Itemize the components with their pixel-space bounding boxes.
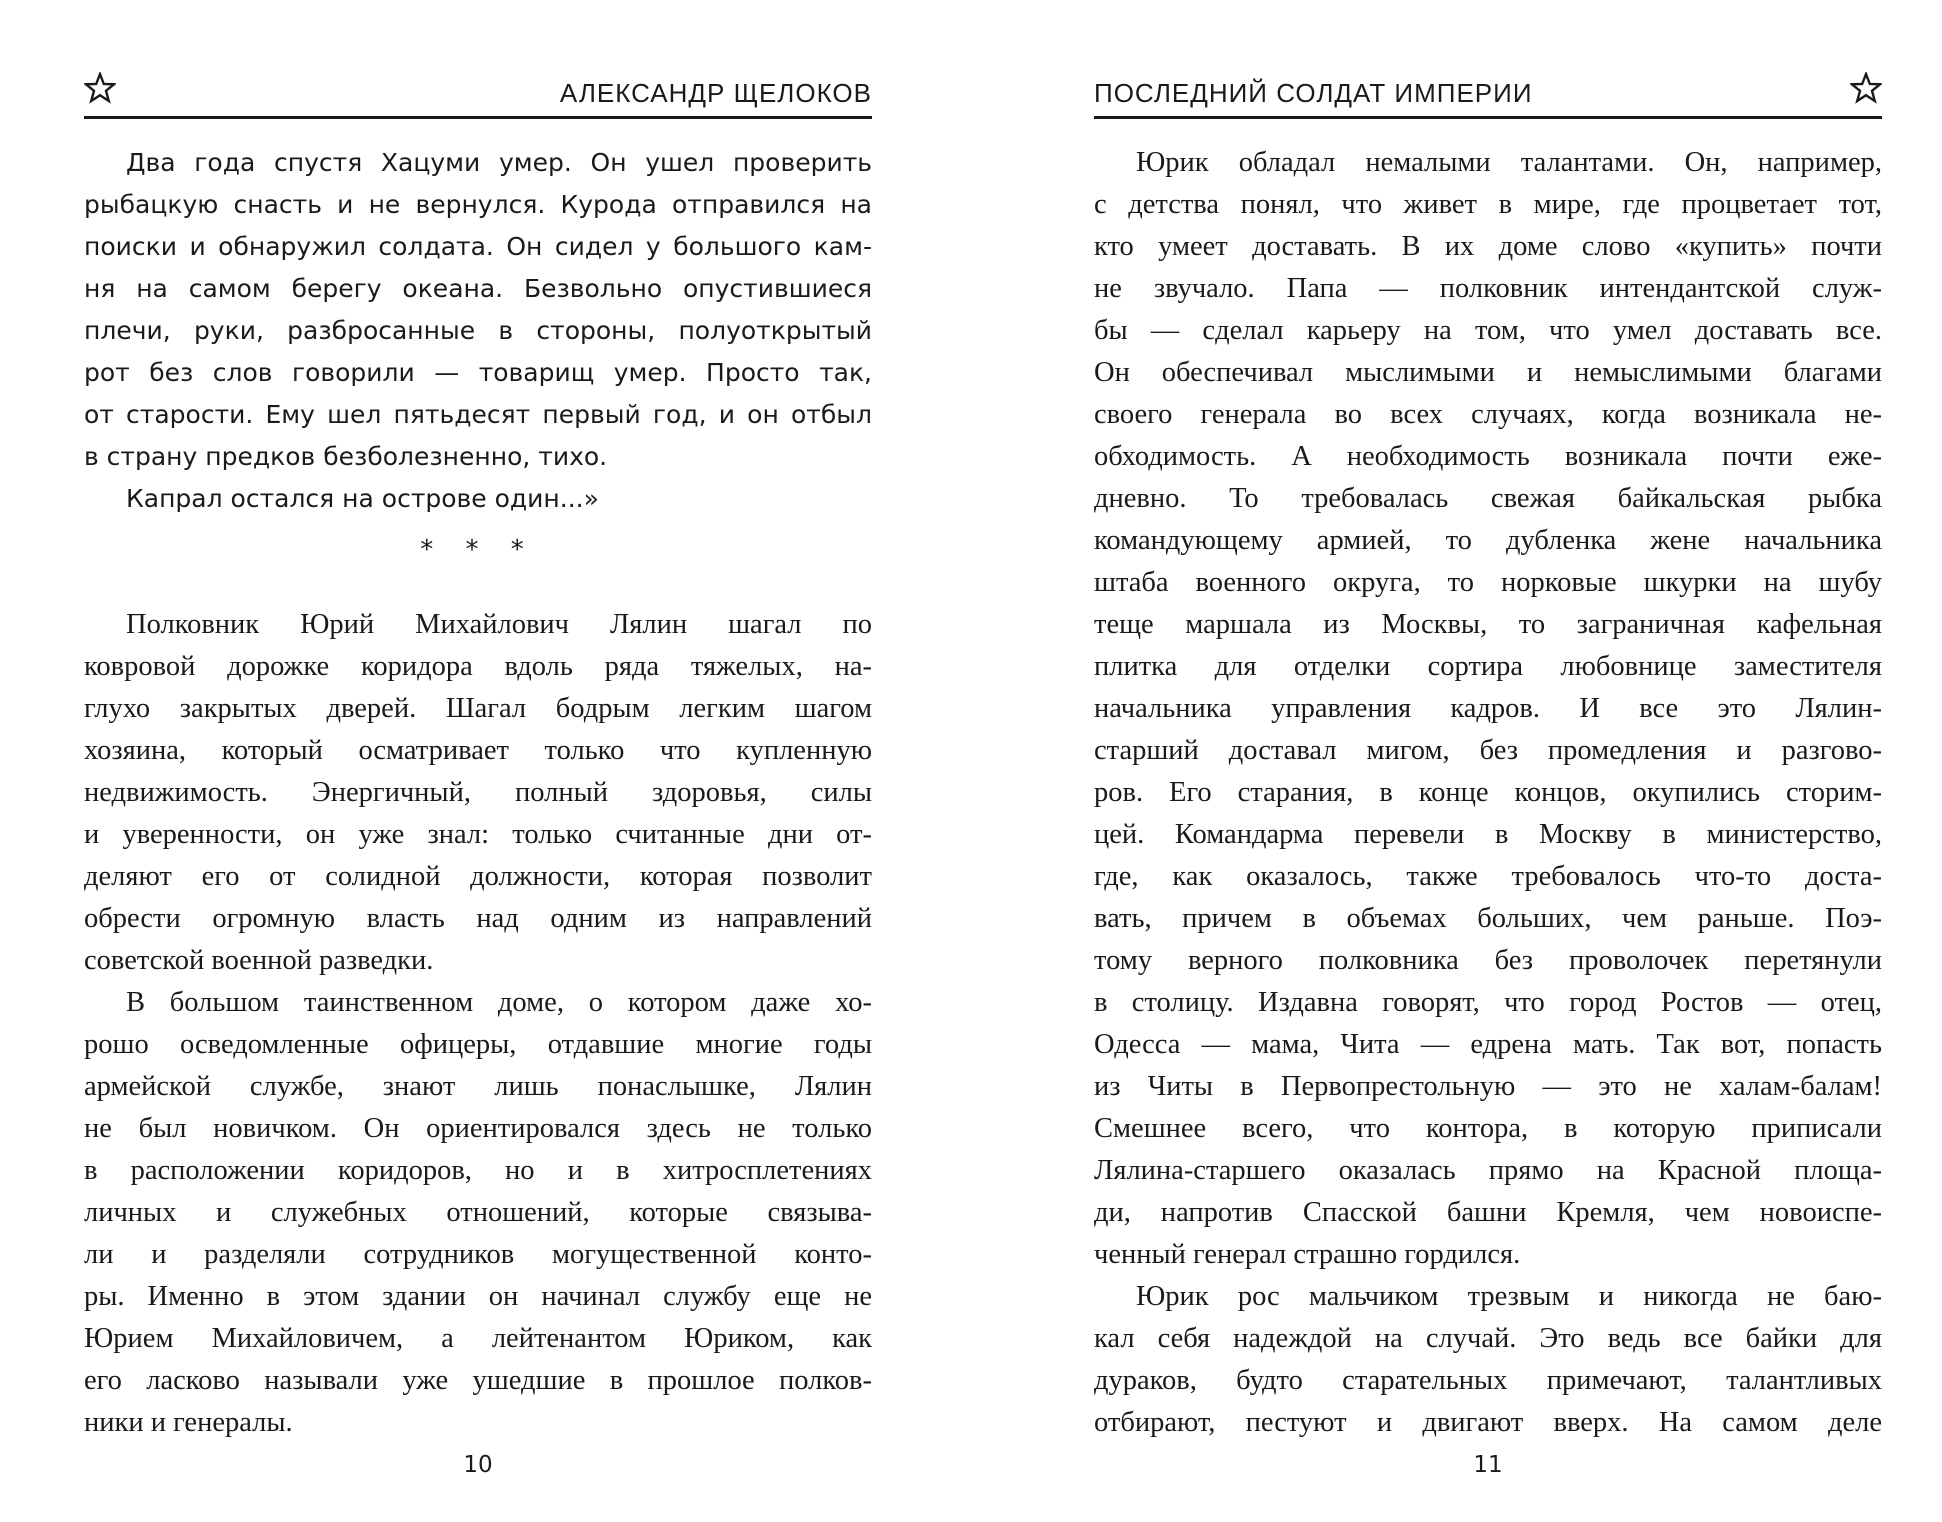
right-page: [1094, 0, 1882, 1522]
text-line: в расположении коридоров, но и в хитросплетениях: [84, 1155, 872, 1186]
text-line: из Читы в Первопрестольную — это не халам-балам!: [1094, 1071, 1882, 1102]
left-page-header: [84, 72, 872, 119]
text-line: обрести огромную власть над одним из направлений: [84, 903, 872, 934]
text-line: не был новичком. Он ориентировался здесь не только: [84, 1113, 872, 1144]
text-line: армейской службе, знают лишь понаслышке, Лялин: [84, 1071, 872, 1102]
text-line: с детства понял, что живет в мире, где процветает тот,: [1094, 189, 1882, 220]
right-page-header: [1094, 72, 1882, 119]
text-line: ковровой дорожке коридора вдоль ряда тяжелых, на-: [84, 651, 872, 682]
text-line: старший доставал мигом, без промедления и разгово-: [1094, 735, 1882, 766]
text-line: тому верного полковника без проволочек перетянули: [1094, 945, 1882, 976]
text-line: ры. Именно в этом здании он начинал службу еще не: [84, 1281, 872, 1312]
right-page-text: [1094, 142, 1882, 1444]
text-line: где, как оказалось, также требовалось что-то доста-: [1094, 861, 1882, 892]
text-line: деляют его от солидной должности, которая позволит: [84, 861, 872, 892]
text-line: бы — сделал карьеру на том, что умел доставать все.: [1094, 315, 1882, 346]
text-line: глухо закрытых дверей. Шагал бодрым легким шагом: [84, 693, 872, 724]
author-name: АЛЕКСАНДР ЩЕЛОКОВ: [559, 78, 872, 108]
text-line: ди, напротив Спасской башни Кремля, чем новоиспе-: [1094, 1197, 1882, 1228]
text-line: командующему армией, то дубленка жене начальника: [1094, 525, 1882, 556]
text-line: недвижимость. Энергичный, полный здоровья, силы: [84, 777, 872, 808]
book-title: ПОСЛЕДНИЙ СОЛДАТ ИМПЕРИИ: [1094, 78, 1533, 108]
text-line: ров. Его старания, в конце концов, окупились сторим-: [1094, 777, 1882, 808]
text-line: обходимость. А необходимость возникала почти еже-: [1094, 441, 1882, 472]
text-line: в столицу. Издавна говорят, что город Ростов — отец,: [1094, 987, 1882, 1018]
section-separator: * * *: [420, 535, 536, 565]
text-line: ня на самом берегу океана. Безвольно опустившиеся: [84, 274, 872, 303]
text-line: цей. Командарма перевели в Москву в министерство,: [1094, 819, 1882, 850]
text-line: начальника управления кадров. И все это Лялин-: [1094, 693, 1882, 724]
text-line: его ласково называли уже ушедшие в прошлое полков-: [84, 1365, 872, 1396]
text-line: вать, причем в объемах больших, чем раньше. Поэ-: [1094, 903, 1882, 934]
star-icon: [1850, 72, 1882, 104]
text-line: Юрик рос мальчиком трезвым и никогда не баю-: [1136, 1281, 1882, 1312]
text-line: Юрик обладал немалыми талантами. Он, например,: [1136, 147, 1882, 178]
star-icon: [84, 72, 116, 104]
text-line: В большом таинственном доме, о котором даже хо-: [126, 987, 872, 1018]
text-line: теще маршала из Москвы, то заграничная кафельная: [1094, 609, 1882, 640]
text-line: хозяина, который осматривает только что купленную: [84, 735, 872, 766]
text-line: штаба военного округа, то норковые шкурки на шубу: [1094, 567, 1882, 598]
page-number: 11: [1473, 1452, 1503, 1478]
text-line: кто умеет доставать. В их доме слово «купить» почти: [1094, 231, 1882, 262]
text-line: в страну предков безболезненно, тихо.: [84, 442, 608, 471]
text-line: советской военной разведки.: [84, 945, 434, 976]
left-page-block2: [84, 604, 872, 1444]
left-page: [84, 0, 872, 1522]
page-number: 10: [463, 1452, 493, 1478]
text-line: кал себя надеждой на случай. Это ведь все байки для: [1094, 1323, 1882, 1354]
text-line: ченный генерал страшно гордился.: [1094, 1239, 1521, 1270]
text-line: ли и разделяли сотрудников могущественной конто-: [84, 1239, 872, 1270]
text-line: Смешнее всего, что контора, в которую приписали: [1094, 1113, 1882, 1144]
text-line: ники и генералы.: [84, 1407, 293, 1438]
text-line: рошо осведомленные офицеры, отдавшие многие годы: [84, 1029, 872, 1060]
text-line: отбирают, пестуют и двигают вверх. На самом деле: [1094, 1407, 1882, 1438]
text-line: личных и служебных отношений, которые связыва-: [84, 1197, 872, 1228]
text-line: своего генерала во всех случаях, когда возникала не-: [1094, 399, 1882, 430]
text-line: Он обеспечивал мыслимыми и немыслимыми благами: [1094, 357, 1882, 388]
text-line: Капрал остался на острове один...»: [126, 484, 599, 513]
left-page-block1: [84, 142, 872, 588]
text-line: дневно. То требовалась свежая байкальская рыбка: [1094, 483, 1882, 514]
text-line: Юрием Михайловичем, а лейтенантом Юриком, как: [84, 1323, 872, 1354]
text-line: плечи, руки, разбросанные в стороны, полуоткрытый: [84, 316, 872, 345]
text-line: дураков, будто старательных примечают, талантливых: [1094, 1365, 1882, 1396]
text-line: рыбацкую снасть и не вернулся. Курода отправился на: [84, 190, 872, 219]
text-line: не звучало. Папа — полковник интендантской служ-: [1094, 273, 1882, 304]
text-line: от старости. Ему шел пятьдесят первый год, и он отбыл: [84, 400, 872, 429]
text-line: плитка для отделки сортира любовнице заместителя: [1094, 651, 1882, 682]
text-line: Полковник Юрий Михайлович Лялин шагал по: [126, 609, 872, 640]
text-line: Одесса — мама, Чита — едрена мать. Так вот, попасть: [1094, 1029, 1882, 1060]
text-line: поиски и обнаружил солдата. Он сидел у большого кам-: [84, 232, 872, 261]
text-line: и уверенности, он уже знал: только считанные дни от-: [84, 819, 872, 850]
text-line: Два года спустя Хацуми умер. Он ушел проверить: [126, 148, 872, 177]
text-line: Лялина-старшего оказалась прямо на Красной площа-: [1094, 1155, 1882, 1186]
text-line: рот без слов говорили — товарищ умер. Просто так,: [84, 358, 872, 387]
